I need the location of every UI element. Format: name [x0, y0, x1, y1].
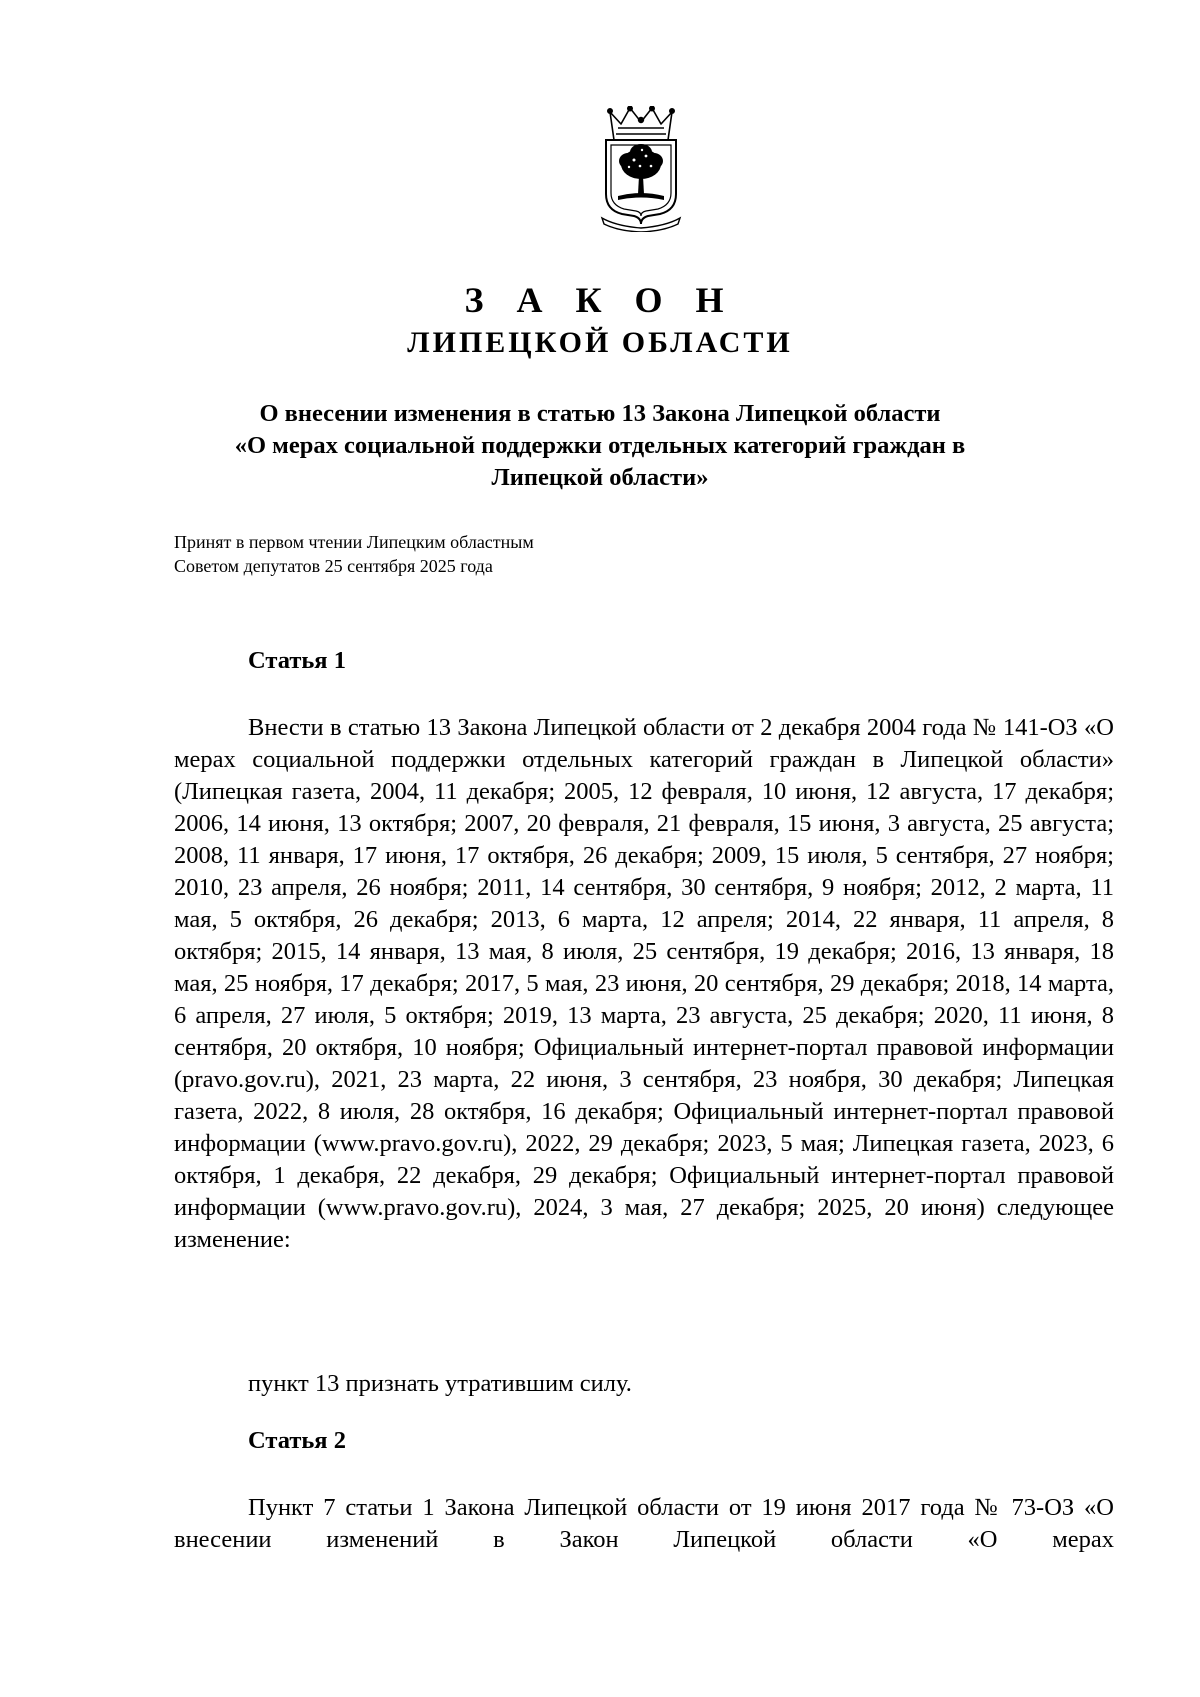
article-2-text: Пункт 7 статьи 1 Закона Липецкой области от 19 июня 2017 года № 73-ОЗ «О внесении изменений в Закон Липецкой области «О мерах — [174, 1494, 1114, 1553]
law-title-line: «О мерах социальной поддержки отдельных категорий граждан в — [234, 432, 966, 459]
adoption-note — [174, 530, 774, 578]
law-title-line: Липецкой области» — [491, 464, 709, 491]
law-title-line: О внесении изменения в статью 13 Закона Липецкой области — [259, 400, 941, 427]
article-1-heading: Статья 1 — [248, 647, 346, 674]
coat-of-arms-icon — [596, 106, 686, 232]
law-title — [180, 398, 1020, 494]
article-2-heading: Статья 2 — [248, 1427, 346, 1454]
article-1-item: пункт 13 признать утратившим силу. — [248, 1370, 632, 1397]
adoption-note-line: Советом депутатов 25 сентября 2025 года — [174, 556, 493, 576]
article-1-text: Внести в статью 13 Закона Липецкой области от 2 декабря 2004 года № 141-ОЗ «О мерах социальной поддержки отдельных категорий граждан в Липецкой области» (Липецкая газета, 2004, 11 декабря; 2005, 12 февраля, 10 июня, 12 августа, 17 декабря; 2006, 14 июня, 13 октября; 2007, 20 февраля, 21 февраля, 15 июня, 3 августа, 25 августа; 2008, 11 января, 17 июня, 17 октября, 26 декабря; 2009, 15 июля, 5 сентября, 27 ноября; 2010, 23 апреля, 26 ноября; 2011, 14 сентября, 30 сентября, 9 ноября; 2012, 2 марта, 11 мая, 5 октября, 26 декабря; 2013, 6 марта, 12 апреля; 2014, 22 января, 11 апреля, 8 октября; 2015, 14 января, 13 мая, 8 июля, 25 сентября, 19 декабря; 2016, 13 января, 18 мая, 25 ноября, 17 декабря; 2017, 5 мая, 23 июня, 20 сентября, 29 декабря; 2018, 14 марта, 6 апреля, 27 июля, 5 октября; 2019, 13 марта, 23 августа, 25 декабря; 2020, 11 июня, 8 сентября, 20 октября, 10 ноября; Официальный интернет-портал правовой информации (pravo.gov.ru), 2021, 23 марта, 22 июня, 3 сентября, 23 ноября, 30 декабря; Липецкая газета, 2022, 8 июля, 28 октября, 16 декабря; Официальный интернет-портал правовой информации (www.pravo.gov.ru), 2022, 29 декабря; 2023, 5 мая; Липецкая газета, 2023, 6 октября, 1 декабря, 22 декабря, 29 декабря; Официальный интернет-портал правовой информации (www.pravo.gov.ru), 2024, 3 мая, 27 декабря; 2025, 20 июня) следующее изменение: — [174, 714, 1114, 1253]
adoption-note-line: Принят в первом чтении Липецким областным — [174, 532, 534, 552]
region-heading: ЛИПЕЦКОЙ ОБЛАСТИ — [407, 326, 793, 359]
law-heading: З А К О Н — [464, 280, 736, 320]
